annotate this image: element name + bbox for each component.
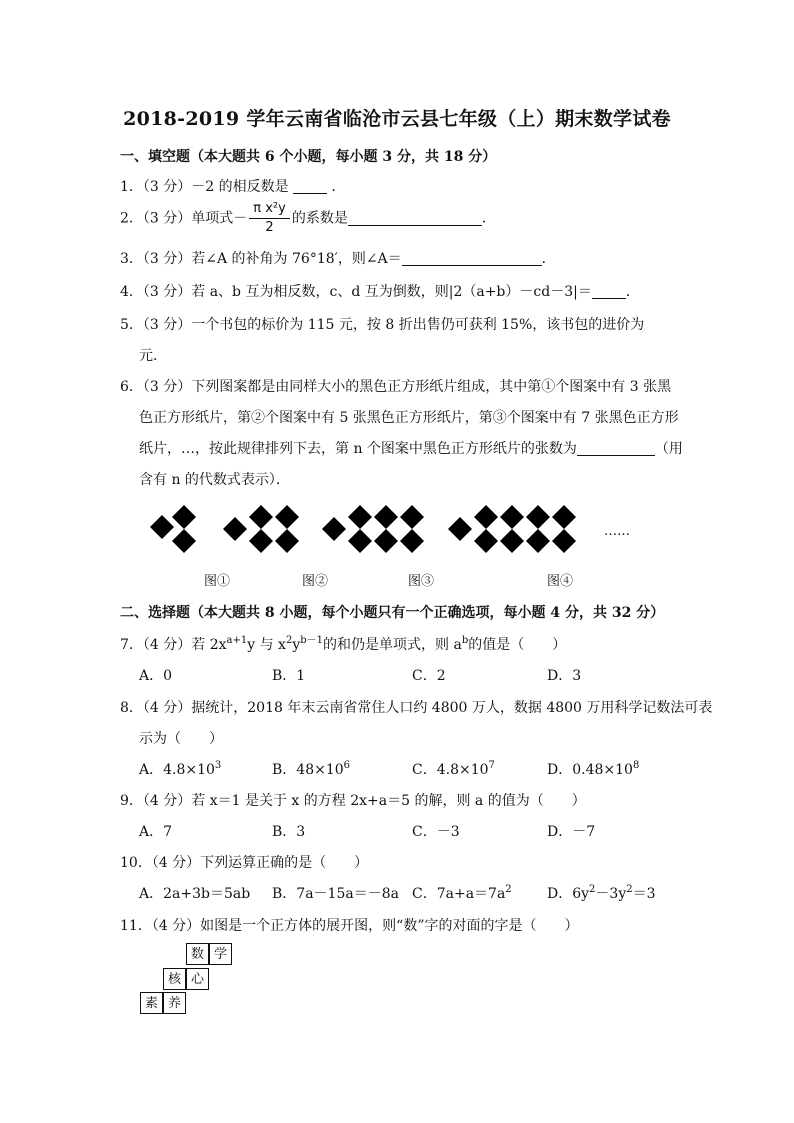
net-cell-he: 核 [163, 968, 186, 990]
q7-exp-4: b [461, 635, 469, 646]
black-square-diamond [552, 505, 576, 529]
question-2 [120, 200, 496, 237]
q7-exp-1: a+1 [226, 635, 248, 646]
option-d-exp: 8 [632, 760, 640, 771]
option-b[interactable]: B．1 [272, 668, 306, 684]
question-1-text: 1．（3 分）－2 的相反数是 [120, 179, 289, 195]
fraction-denominator: 2 [265, 220, 274, 235]
option-c-base: C．4.8×10 [412, 762, 489, 778]
question-8-line-2: 示为（ ） [139, 731, 223, 747]
option-b[interactable]: B．7a－15a＝－8a [272, 886, 399, 902]
black-square-diamond [500, 529, 524, 553]
black-square-diamond [275, 529, 299, 553]
question-6-line-3-end: （用 [654, 441, 683, 457]
figure-label-3: 图③ [408, 574, 435, 589]
question-6-line-4: 含有 n 的代数式表示）． [139, 472, 290, 488]
exam-title: 2018-2019 学年云南省临沧市云县七年级（上）期末数学试卷 [123, 108, 671, 130]
question-6-line-1: 6．（3 分）下列图案都是由同样大小的黑色正方形纸片组成，其中第①个图案中有 3 张黑 [120, 379, 672, 395]
figure-label-2: 图② [302, 574, 329, 589]
pattern-figures [130, 495, 650, 575]
question-2-text: 2．（3 分）单项式－ [120, 210, 248, 227]
black-square-diamond [172, 505, 196, 529]
question-3 [120, 248, 556, 268]
black-square-diamond [275, 505, 299, 529]
q7-text-c: y [292, 637, 301, 653]
black-square-diamond [400, 529, 424, 553]
figure-label-4: 图④ [547, 574, 574, 589]
question-5-line-2: 元． [139, 348, 167, 364]
black-square-diamond [526, 505, 550, 529]
question-1 [120, 176, 346, 196]
question-3-end: ． [541, 251, 556, 267]
answer-blank[interactable] [577, 441, 655, 456]
q7-text-a: 7．（4 分）若 2x [120, 637, 227, 653]
question-5-line-1: 5．（3 分）一个书包的标价为 115 元，按 8 折出售仍可获利 15%，该书包的进价为 [120, 317, 645, 333]
answer-blank[interactable] [293, 179, 327, 194]
option-a-exp: 3 [214, 760, 222, 771]
question-2-suffix: 的系数是 [291, 210, 348, 227]
black-square-diamond [249, 529, 273, 553]
q7-exp-2: 2 [285, 635, 293, 646]
monomial-fraction [249, 200, 290, 237]
black-square-diamond [223, 517, 247, 541]
black-square-diamond [474, 529, 498, 553]
option-d[interactable]: D．3 [547, 668, 582, 684]
option-a[interactable]: A．0 [139, 668, 173, 684]
q7-text-b: y 与 x [247, 637, 286, 653]
option-c-exp: 7 [488, 760, 495, 771]
option-b-exp: 6 [343, 760, 351, 771]
black-square-diamond [249, 505, 273, 529]
option-a[interactable]: A．7 [139, 824, 173, 840]
net-cell-yang: 养 [163, 992, 186, 1014]
question-11: 11．（4 分）如图是一个正方体的展开图，则“数”字的对面的字是（ ） [120, 918, 579, 934]
black-square-diamond [374, 505, 398, 529]
question-3-text: 3．（3 分）若∠A 的补角为 76°18′，则∠A＝ [120, 251, 402, 267]
answer-blank[interactable] [348, 211, 482, 226]
black-square-diamond [448, 517, 472, 541]
option-b[interactable] [272, 759, 350, 779]
answer-blank[interactable] [592, 284, 626, 299]
option-d-rest: －3y [595, 886, 627, 902]
figure-label-1: 图① [204, 574, 231, 589]
option-c[interactable] [412, 883, 512, 903]
net-cell-shu: 数 [186, 943, 209, 965]
question-2-end: ． [481, 210, 496, 227]
black-square-diamond [374, 529, 398, 553]
option-d[interactable]: D．－7 [547, 824, 596, 840]
q7-text-d: 的和仍是单项式，则 a [323, 637, 462, 653]
black-square-diamond [500, 505, 524, 529]
option-a[interactable]: A．2a+3b＝5ab [139, 886, 251, 902]
option-d-tail: ＝3 [632, 886, 656, 902]
question-6-line-3 [139, 438, 683, 458]
option-c[interactable]: C．2 [412, 668, 446, 684]
option-c[interactable] [412, 759, 495, 779]
question-1-end: ． [331, 179, 346, 195]
question-10: 10．（4 分）下列运算正确的是（ ） [120, 855, 369, 871]
black-square-diamond [474, 505, 498, 529]
question-4-end: ． [625, 284, 640, 300]
pattern-ellipsis: …… [604, 524, 630, 539]
fraction-numerator: π x²y [249, 200, 290, 219]
option-b-base: B．48×10 [272, 762, 344, 778]
black-square-diamond [348, 529, 372, 553]
net-cell-xin: 心 [186, 968, 209, 990]
question-6-line-3-text: 纸片，…，按此规律排列下去，第 n 个图案中黑色正方形纸片的张数为 [139, 441, 577, 457]
section-choice-heading: 二、选择题（本大题共 8 小题，每个小题只有一个正确选项，每小题 4 分，共 32 分） [120, 605, 665, 621]
option-c[interactable]: C．－3 [412, 824, 460, 840]
option-d-base: D．6y [547, 886, 590, 902]
question-4 [120, 281, 640, 301]
black-square-diamond [348, 505, 372, 529]
question-6-line-2: 色正方形纸片，第②个图案中有 5 张黑色正方形纸片，第③个图案中有 7 张黑色正方形 [139, 410, 679, 426]
option-d-exp-2: 2 [626, 884, 633, 895]
black-square-diamond [400, 505, 424, 529]
answer-blank[interactable] [402, 251, 542, 266]
option-b[interactable]: B．3 [272, 824, 306, 840]
option-d-base: D．0.48×10 [547, 762, 633, 778]
option-c-base: C．7a+a＝7a [412, 886, 506, 902]
black-square-diamond [526, 529, 550, 553]
q7-exp-3: b－1 [300, 635, 324, 646]
option-d[interactable] [547, 759, 639, 779]
q7-text-e: 的值是（ ） [468, 637, 567, 653]
option-d[interactable] [547, 883, 656, 903]
question-9: 9．（4 分）若 x＝1 是关于 x 的方程 2x+a＝5 的解，则 a 的值为（ ） [120, 793, 586, 809]
black-square-diamond [150, 515, 174, 539]
question-4-text: 4．（3 分）若 a、b 互为相反数，c、d 互为倒数，则|2（a+b）－cd－3|＝ [120, 284, 592, 300]
option-a[interactable] [139, 759, 221, 779]
black-square-diamond [552, 529, 576, 553]
black-square-diamond [322, 517, 346, 541]
option-c-exp: 2 [505, 884, 512, 895]
option-a-base: A．4.8×10 [139, 762, 215, 778]
net-cell-su: 素 [140, 992, 163, 1014]
question-8-line-1: 8．（4 分）据统计，2018 年末云南省常住人口约 4800 万人，数据 4800 万用科学记数法可表 [120, 700, 713, 716]
net-cell-xue: 学 [209, 943, 232, 965]
section-fill-in-heading: 一、填空题（本大题共 6 个小题，每小题 3 分，共 18 分） [120, 149, 497, 165]
question-7 [120, 634, 566, 654]
option-d-exp: 2 [589, 884, 596, 895]
black-square-diamond [172, 529, 196, 553]
